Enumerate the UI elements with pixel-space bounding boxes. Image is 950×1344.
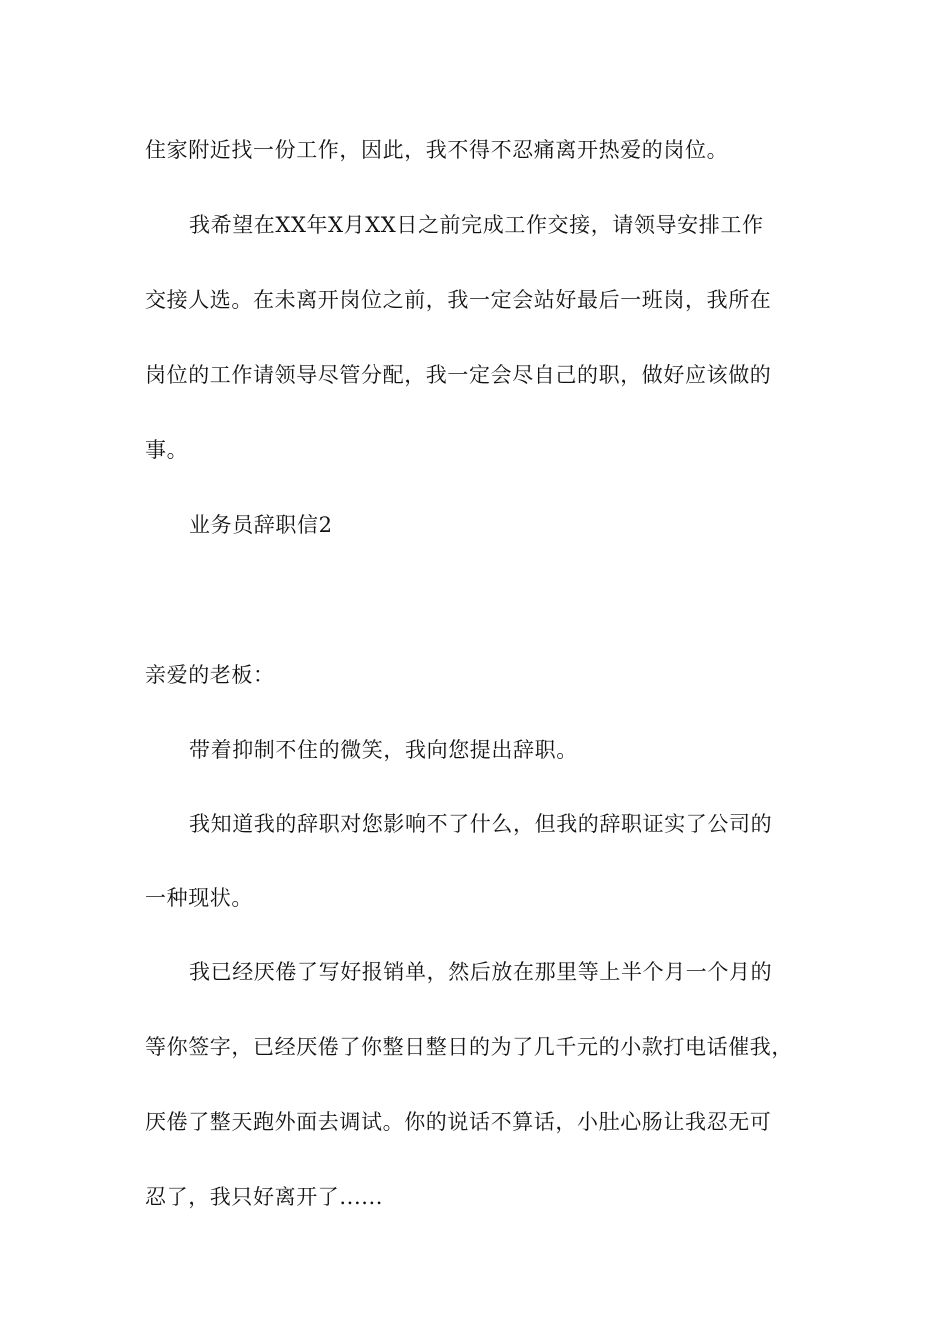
paragraph-line: 我希望在XX年X月XX日之前完成工作交接，请领导安排工作 [189, 213, 764, 237]
paragraph-line: 住家附近找一份工作，因此，我不得不忍痛离开热爱的岗位。 [145, 138, 729, 162]
section-heading: 业务员辞职信2 [189, 513, 333, 537]
paragraph-line: 一种现状。 [145, 886, 253, 910]
paragraph-line: 交接人选。在未离开岗位之前，我一定会站好最后一班岗，我所在 [145, 288, 772, 312]
paragraph-line: 我知道我的辞职对您影响不了什么，但我的辞职证实了公司的 [189, 812, 773, 836]
paragraph-line: 岗位的工作请领导尽管分配，我一定会尽自己的职，做好应该做的 [145, 363, 772, 387]
paragraph-line: 等你签字，已经厌倦了你整日整日的为了几千元的小款打电话催我， [145, 1035, 793, 1059]
paragraph-line: 厌倦了整天跑外面去调试。你的说话不算话，小肚心肠让我忍无可 [145, 1110, 772, 1134]
paragraph-line: 带着抑制不住的微笑，我向您提出辞职。 [189, 738, 578, 762]
paragraph-line: 忍了，我只好离开了...... [145, 1185, 384, 1209]
paragraph-line: 我已经厌倦了写好报销单，然后放在那里等上半个月一个月的 [189, 960, 773, 984]
paragraph-line: 事。 [145, 438, 189, 462]
salutation: 亲爱的老板： [145, 663, 275, 687]
